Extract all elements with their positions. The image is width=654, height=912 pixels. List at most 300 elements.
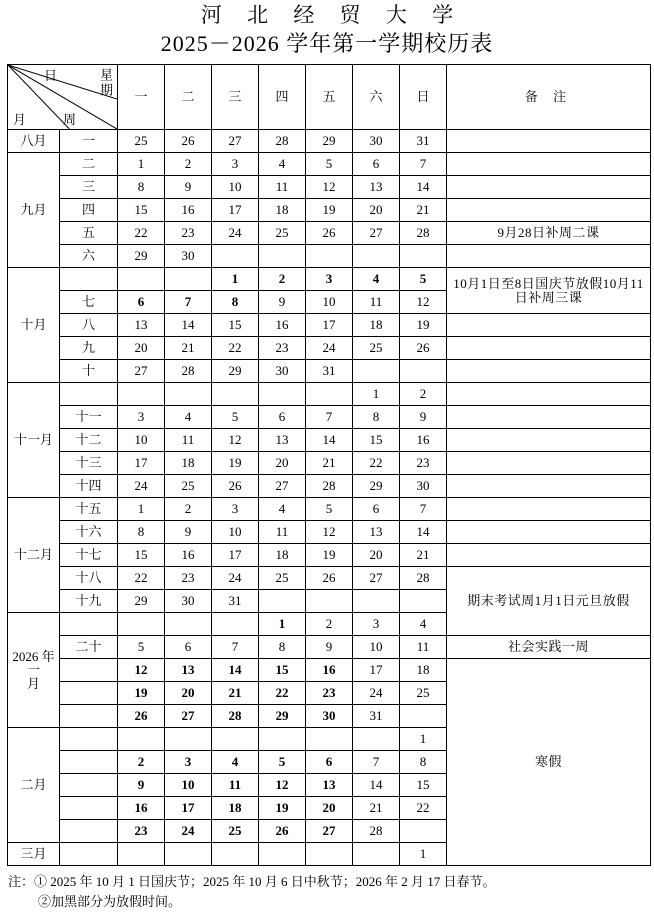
day-cell: 22: [118, 567, 165, 590]
day-cell: 9: [165, 521, 212, 544]
day-cell: 29: [118, 590, 165, 613]
month-label-cell: 十一月: [8, 383, 60, 498]
day-cell: [165, 843, 212, 866]
remark-cell: 期末考试周1月1日元旦放假: [447, 567, 651, 636]
day-cell: 13: [165, 659, 212, 682]
day-cell: 27: [353, 222, 400, 245]
day-cell: 1: [118, 498, 165, 521]
day-cell: 4: [353, 268, 400, 291]
day-cell: 14: [353, 774, 400, 797]
week-number-cell: 十三: [60, 452, 118, 475]
academic-calendar-table: [7, 64, 651, 866]
day-cell: 28: [400, 222, 447, 245]
day-cell: [212, 728, 259, 751]
week-number-cell: [60, 613, 118, 636]
day-cell: [165, 613, 212, 636]
calendar-week-row: [8, 567, 651, 590]
day-cell: 26: [118, 705, 165, 728]
table-header-row: [8, 65, 651, 130]
day-cell: 28: [259, 130, 306, 153]
week-number-cell: 七: [60, 291, 118, 314]
day-cell: [118, 613, 165, 636]
day-cell: 26: [306, 222, 353, 245]
day-cell: 7: [165, 291, 212, 314]
week-number-cell: [60, 797, 118, 820]
day-cell: 2: [306, 613, 353, 636]
day-cell: 5: [118, 636, 165, 659]
day-cell: [165, 268, 212, 291]
day-cell: 11: [259, 521, 306, 544]
remark-cell: 10月1日至8日国庆节放假10月11日补周三课: [447, 268, 651, 314]
day-cell: 1: [259, 613, 306, 636]
week-number-cell: 二: [60, 153, 118, 176]
day-cell: 17: [118, 452, 165, 475]
day-cell: 24: [306, 337, 353, 360]
day-cell: 5: [400, 268, 447, 291]
header-month-label: 月: [13, 112, 27, 127]
day-cell: [118, 383, 165, 406]
day-cell: [353, 728, 400, 751]
remark-cell: 社会实践一周: [447, 636, 651, 659]
remark-cell-empty: [447, 475, 651, 498]
day-cell: [353, 590, 400, 613]
calendar-week-row: [8, 521, 651, 544]
remark-cell: 9月28日补周二课: [447, 222, 651, 245]
day-cell: [400, 245, 447, 268]
day-cell: 12: [118, 659, 165, 682]
day-cell: 2: [165, 498, 212, 521]
day-cell: 25: [165, 475, 212, 498]
day-cell: 8: [118, 176, 165, 199]
day-cell: 24: [212, 567, 259, 590]
calendar-week-row: [8, 636, 651, 659]
week-number-cell: 十六: [60, 521, 118, 544]
day-cell: 21: [212, 682, 259, 705]
day-cell: 13: [118, 314, 165, 337]
week-number-cell: 十: [60, 360, 118, 383]
day-cell: 25: [259, 222, 306, 245]
header-week-label: 周: [63, 112, 77, 127]
day-cell: 21: [400, 199, 447, 222]
week-number-cell: 十七: [60, 544, 118, 567]
week-number-cell: [60, 751, 118, 774]
day-cell: [353, 360, 400, 383]
week-number-cell: [60, 682, 118, 705]
day-cell: 28: [353, 820, 400, 843]
remark-cell-empty: [447, 337, 651, 360]
day-cell: 15: [118, 199, 165, 222]
day-cell: 28: [212, 705, 259, 728]
day-cell: 1: [400, 728, 447, 751]
day-cell: 13: [353, 521, 400, 544]
day-cell: 20: [353, 544, 400, 567]
day-cell: 8: [400, 751, 447, 774]
calendar-week-row: [8, 130, 651, 153]
day-cell: 19: [400, 314, 447, 337]
calendar-week-row: [8, 498, 651, 521]
day-cell: 29: [353, 475, 400, 498]
day-cell: 3: [353, 613, 400, 636]
calendar-week-row: [8, 406, 651, 429]
day-cell: 2: [165, 153, 212, 176]
day-cell: 31: [400, 130, 447, 153]
day-cell: 22: [212, 337, 259, 360]
day-cell: 16: [165, 544, 212, 567]
month-label-cell: 三月: [8, 843, 60, 866]
week-number-cell: [60, 268, 118, 291]
week-number-cell: 十九: [60, 590, 118, 613]
day-cell: 26: [212, 475, 259, 498]
day-cell: 30: [165, 590, 212, 613]
day-cell: 13: [306, 774, 353, 797]
day-cell: [212, 843, 259, 866]
day-cell: [353, 843, 400, 866]
day-cell: [259, 245, 306, 268]
day-cell: 4: [165, 406, 212, 429]
day-cell: 27: [353, 567, 400, 590]
day-cell: 25: [118, 130, 165, 153]
remark-cell-empty: [447, 406, 651, 429]
day-cell: 18: [259, 199, 306, 222]
week-number-cell: [60, 728, 118, 751]
day-cell: 16: [118, 797, 165, 820]
day-cell: 24: [118, 475, 165, 498]
day-cell: 12: [212, 429, 259, 452]
day-cell: 20: [165, 682, 212, 705]
day-cell: [212, 383, 259, 406]
day-cell: [400, 590, 447, 613]
week-number-cell: 二十: [60, 636, 118, 659]
day-cell: 30: [306, 705, 353, 728]
day-cell: 12: [400, 291, 447, 314]
calendar-week-row: [8, 429, 651, 452]
day-cell: 13: [259, 429, 306, 452]
header-weekday-6: 六: [353, 65, 400, 130]
day-cell: 19: [118, 682, 165, 705]
day-cell: 5: [212, 406, 259, 429]
week-number-cell: [60, 705, 118, 728]
day-cell: 14: [212, 659, 259, 682]
day-cell: 17: [212, 199, 259, 222]
header-corner-cell: [8, 65, 118, 130]
day-cell: 22: [400, 797, 447, 820]
day-cell: 11: [259, 176, 306, 199]
remark-cell-empty: [447, 429, 651, 452]
day-cell: 18: [259, 544, 306, 567]
day-cell: 9: [165, 176, 212, 199]
day-cell: 5: [306, 153, 353, 176]
remark-cell-empty: [447, 544, 651, 567]
day-cell: 17: [306, 314, 353, 337]
day-cell: 25: [400, 682, 447, 705]
day-cell: 17: [353, 659, 400, 682]
day-cell: 23: [118, 820, 165, 843]
remark-cell-empty: [447, 176, 651, 199]
calendar-week-row: [8, 153, 651, 176]
month-label-cell: 八月: [8, 130, 60, 153]
month-label-cell: 二月: [8, 728, 60, 843]
day-cell: 30: [400, 475, 447, 498]
week-number-cell: [60, 843, 118, 866]
day-cell: 22: [259, 682, 306, 705]
day-cell: [212, 613, 259, 636]
day-cell: 10: [212, 521, 259, 544]
day-cell: 26: [259, 820, 306, 843]
day-cell: 15: [212, 314, 259, 337]
day-cell: 6: [118, 291, 165, 314]
day-cell: 1: [212, 268, 259, 291]
day-cell: 29: [306, 130, 353, 153]
week-number-cell: 五: [60, 222, 118, 245]
day-cell: 4: [212, 751, 259, 774]
day-cell: 10: [118, 429, 165, 452]
day-cell: 2: [259, 268, 306, 291]
day-cell: 21: [306, 452, 353, 475]
week-number-cell: 十二: [60, 429, 118, 452]
day-cell: 21: [400, 544, 447, 567]
day-cell: 6: [165, 636, 212, 659]
month-label-cell: 九月: [8, 153, 60, 268]
day-cell: 15: [353, 429, 400, 452]
remark-cell-empty: [447, 245, 651, 268]
day-cell: 23: [259, 337, 306, 360]
week-number-cell: [60, 659, 118, 682]
header-weekday-2: 二: [165, 65, 212, 130]
day-cell: 29: [259, 705, 306, 728]
title-block: [0, 0, 654, 59]
day-cell: 28: [165, 360, 212, 383]
day-cell: 29: [118, 245, 165, 268]
day-cell: 8: [353, 406, 400, 429]
day-cell: 29: [212, 360, 259, 383]
day-cell: 15: [118, 544, 165, 567]
day-cell: 10: [165, 774, 212, 797]
day-cell: 4: [259, 498, 306, 521]
day-cell: 24: [353, 682, 400, 705]
day-cell: 15: [259, 659, 306, 682]
remark-cell-empty: [447, 521, 651, 544]
header-weekday-label: 星期: [98, 68, 113, 98]
day-cell: 12: [306, 521, 353, 544]
day-cell: 9: [400, 406, 447, 429]
day-cell: 25: [353, 337, 400, 360]
remark-cell-empty: [447, 383, 651, 406]
header-weekday-4: 四: [259, 65, 306, 130]
calendar-subtitle: 2025－2026 学年第一学期校历表: [160, 31, 494, 56]
day-cell: 24: [165, 820, 212, 843]
day-cell: [306, 383, 353, 406]
week-number-cell: 十一: [60, 406, 118, 429]
calendar-week-row: [8, 383, 651, 406]
day-cell: 7: [212, 636, 259, 659]
header-weekday-5: 五: [306, 65, 353, 130]
week-number-cell: 八: [60, 314, 118, 337]
day-cell: 16: [400, 429, 447, 452]
calendar-week-row: [8, 176, 651, 199]
university-title: 河 北 经 贸 大 学: [200, 3, 464, 27]
remark-cell-empty: [447, 130, 651, 153]
day-cell: 19: [259, 797, 306, 820]
day-cell: 26: [306, 567, 353, 590]
week-number-cell: 六: [60, 245, 118, 268]
day-cell: 8: [259, 636, 306, 659]
day-cell: 26: [165, 130, 212, 153]
day-cell: 6: [353, 498, 400, 521]
calendar-week-row: [8, 337, 651, 360]
day-cell: 23: [400, 452, 447, 475]
day-cell: 18: [400, 659, 447, 682]
month-label-cell: 十二月: [8, 498, 60, 613]
day-cell: 10: [306, 291, 353, 314]
day-cell: [165, 728, 212, 751]
day-cell: [259, 590, 306, 613]
day-cell: 12: [306, 176, 353, 199]
day-cell: 18: [353, 314, 400, 337]
header-day-label: 日: [44, 68, 58, 83]
remark-cell-empty: [447, 314, 651, 337]
day-cell: 19: [212, 452, 259, 475]
remark-cell-empty: [447, 199, 651, 222]
day-cell: 7: [306, 406, 353, 429]
day-cell: 23: [165, 567, 212, 590]
day-cell: 17: [212, 544, 259, 567]
header-weekday-3: 三: [212, 65, 259, 130]
day-cell: 7: [353, 751, 400, 774]
day-cell: 3: [306, 268, 353, 291]
day-cell: 18: [165, 452, 212, 475]
header-weekday-1: 一: [118, 65, 165, 130]
day-cell: [306, 843, 353, 866]
day-cell: 30: [259, 360, 306, 383]
day-cell: 4: [400, 613, 447, 636]
week-number-cell: 三: [60, 176, 118, 199]
day-cell: 23: [306, 682, 353, 705]
day-cell: 4: [259, 153, 306, 176]
day-cell: 27: [118, 360, 165, 383]
day-cell: 7: [400, 498, 447, 521]
day-cell: 11: [400, 636, 447, 659]
remark-cell-empty: [447, 498, 651, 521]
day-cell: [306, 728, 353, 751]
day-cell: 27: [165, 705, 212, 728]
calendar-week-row: [8, 475, 651, 498]
day-cell: 22: [353, 452, 400, 475]
day-cell: 30: [353, 130, 400, 153]
calendar-week-row: [8, 544, 651, 567]
day-cell: 1: [118, 153, 165, 176]
day-cell: 15: [400, 774, 447, 797]
day-cell: 3: [212, 153, 259, 176]
day-cell: [259, 728, 306, 751]
day-cell: 9: [259, 291, 306, 314]
day-cell: 31: [353, 705, 400, 728]
day-cell: 25: [212, 820, 259, 843]
day-cell: 3: [212, 498, 259, 521]
day-cell: 20: [259, 452, 306, 475]
calendar-week-row: [8, 314, 651, 337]
calendar-week-row: [8, 199, 651, 222]
header-weekday-7: 日: [400, 65, 447, 130]
day-cell: 23: [165, 222, 212, 245]
day-cell: [400, 705, 447, 728]
day-cell: 27: [212, 130, 259, 153]
month-label-cell: 2026 年 一 月: [8, 613, 60, 728]
day-cell: 31: [212, 590, 259, 613]
day-cell: 17: [165, 797, 212, 820]
month-label-cell: 十月: [8, 268, 60, 383]
remark-cell-empty: [447, 452, 651, 475]
day-cell: [118, 843, 165, 866]
day-cell: 6: [306, 751, 353, 774]
remark-cell: 寒假: [447, 659, 651, 866]
day-cell: [353, 245, 400, 268]
day-cell: 26: [400, 337, 447, 360]
day-cell: 13: [353, 176, 400, 199]
week-number-cell: 一: [60, 130, 118, 153]
day-cell: 21: [165, 337, 212, 360]
remark-cell-empty: [447, 360, 651, 383]
day-cell: [212, 245, 259, 268]
week-number-cell: 十四: [60, 475, 118, 498]
day-cell: 14: [400, 521, 447, 544]
footnote-2: ②加黑部分为放假时间。: [38, 894, 182, 909]
day-cell: 10: [212, 176, 259, 199]
day-cell: 28: [306, 475, 353, 498]
day-cell: 10: [353, 636, 400, 659]
day-cell: [400, 360, 447, 383]
day-cell: 19: [306, 544, 353, 567]
day-cell: 6: [353, 153, 400, 176]
footnotes: [0, 866, 654, 912]
day-cell: 9: [306, 636, 353, 659]
day-cell: 18: [212, 797, 259, 820]
day-cell: 14: [400, 176, 447, 199]
calendar-week-row: [8, 245, 651, 268]
day-cell: 1: [353, 383, 400, 406]
day-cell: 8: [118, 521, 165, 544]
calendar-week-row: [8, 659, 651, 682]
calendar-week-row: [8, 222, 651, 245]
remark-cell-empty: [447, 153, 651, 176]
calendar-table-wrap: [0, 64, 654, 866]
day-cell: 20: [353, 199, 400, 222]
day-cell: 11: [212, 774, 259, 797]
day-cell: 31: [306, 360, 353, 383]
week-number-cell: [60, 774, 118, 797]
day-cell: 14: [165, 314, 212, 337]
day-cell: 7: [400, 153, 447, 176]
day-cell: 3: [165, 751, 212, 774]
day-cell: 27: [259, 475, 306, 498]
day-cell: 25: [259, 567, 306, 590]
week-number-cell: [60, 383, 118, 406]
day-cell: 11: [165, 429, 212, 452]
day-cell: [306, 590, 353, 613]
footnote-1: 注：① 2025 年 10 月 1 日国庆节；2025 年 10 月 6 日中秋节；2026 年 2 月 17 日春节。: [8, 874, 496, 889]
day-cell: 3: [118, 406, 165, 429]
calendar-week-row: [8, 452, 651, 475]
day-cell: 22: [118, 222, 165, 245]
day-cell: 28: [400, 567, 447, 590]
day-cell: 27: [306, 820, 353, 843]
day-cell: 16: [259, 314, 306, 337]
day-cell: 1: [400, 843, 447, 866]
day-cell: 11: [353, 291, 400, 314]
day-cell: 6: [259, 406, 306, 429]
week-number-cell: 四: [60, 199, 118, 222]
week-number-cell: 十八: [60, 567, 118, 590]
day-cell: 24: [212, 222, 259, 245]
